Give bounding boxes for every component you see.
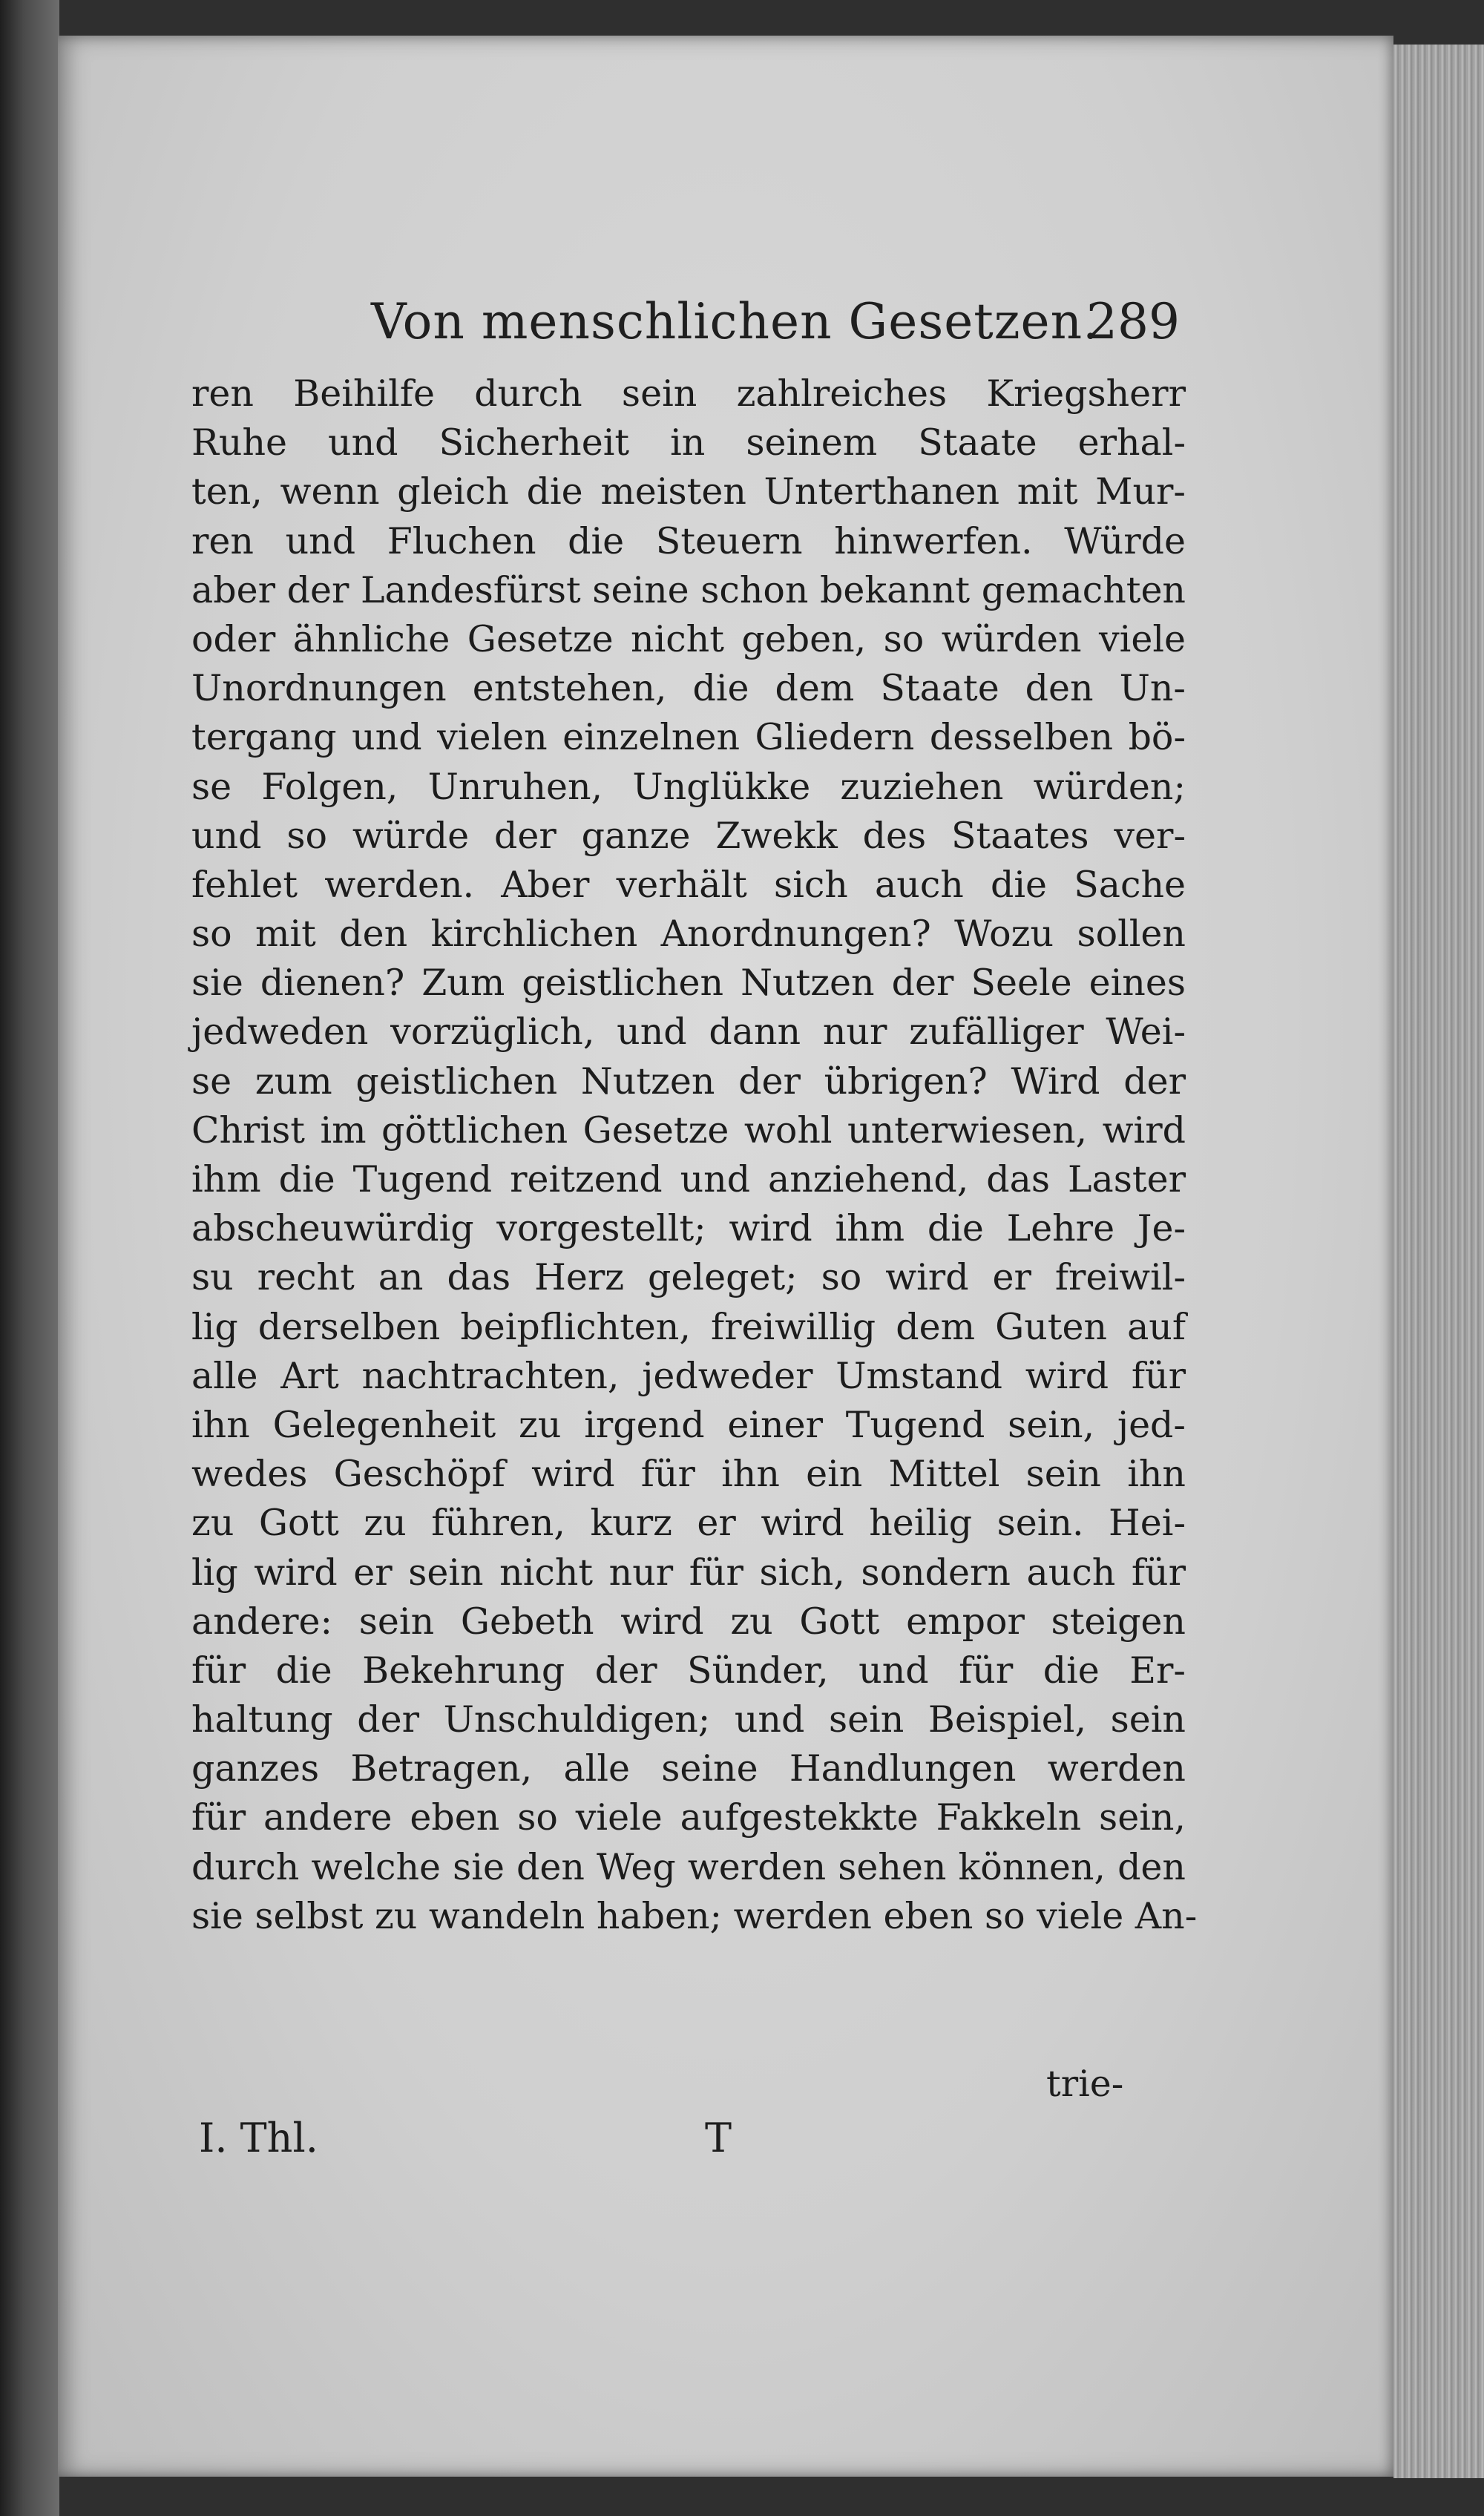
text-line: so mit den kirchlichen Anordnungen? Wozu sollen bbox=[191, 913, 1186, 956]
text-line: se Folgen, Unruhen, Unglükke zuziehen würden; bbox=[191, 765, 1186, 808]
text-line: se zum geistlichen Nutzen der übrigen? Wird der bbox=[191, 1060, 1186, 1103]
text-line: zu Gott zu führen, kurz er wird heilig sein. Hei- bbox=[191, 1502, 1186, 1545]
text-line: wedes Geschöpf wird für ihn ein Mittel sein ihn bbox=[191, 1453, 1186, 1496]
text-line: ren Beihilfe durch sein zahlreiches Kriegsherr bbox=[191, 372, 1186, 415]
text-line: jedweden vorzüglich, und dann nur zufälliger Wei- bbox=[191, 1011, 1186, 1054]
text-line: andere: sein Gebeth wird zu Gott empor steigen bbox=[191, 1600, 1186, 1643]
body-text bbox=[191, 369, 1198, 1941]
text-line: durch welche sie den Weg werden sehen können, den bbox=[191, 1845, 1186, 1888]
text-line: ganzes Betragen, alle seine Handlungen werden bbox=[191, 1747, 1186, 1790]
text-line: ren und Fluchen die Steuern hinwerfen. Würde bbox=[191, 519, 1186, 562]
running-head bbox=[371, 293, 1187, 360]
text-line: Unordnungen entstehen, die dem Staate den Un- bbox=[191, 667, 1186, 710]
text-line: für andere eben so viele aufgestekkte Fakkeln sein, bbox=[191, 1796, 1186, 1839]
sheet-signature-mark: T bbox=[705, 2115, 732, 2161]
volume-signature: I. Thl. bbox=[199, 2115, 318, 2161]
text-line: haltung der Unschuldigen; und sein Beispiel, sein bbox=[191, 1698, 1186, 1741]
text-line: tergang und vielen einzelnen Gliedern desselben bö- bbox=[191, 716, 1186, 759]
catchword: trie- bbox=[1046, 2063, 1124, 2105]
text-line: abscheuwürdig vorgestellt; wird ihm die Lehre Je- bbox=[191, 1207, 1186, 1250]
text-line: su recht an das Herz geleget; so wird er freiwil- bbox=[191, 1256, 1186, 1299]
text-line: ten, wenn gleich die meisten Unterthanen mit Mur- bbox=[191, 470, 1186, 513]
book-spine-shadow bbox=[0, 0, 59, 2516]
text-line: Ruhe und Sicherheit in seinem Staate erhal- bbox=[191, 421, 1186, 464]
text-line: aber der Landesfürst seine schon bekannt gemachten bbox=[191, 568, 1186, 611]
text-line: sie selbst zu wandeln haben; werden eben so viele An- bbox=[191, 1894, 1198, 1937]
text-line: sie dienen? Zum geistlichen Nutzen der Seele eines bbox=[191, 962, 1186, 1005]
text-line: ihm die Tugend reitzend und anziehend, das Laster bbox=[191, 1158, 1186, 1200]
page-stack-edge bbox=[1393, 45, 1484, 2478]
text-line: und so würde der ganze Zwekk des Staates ver- bbox=[191, 814, 1186, 857]
text-line: alle Art nachtrachten, jedweder Umstand wird für bbox=[191, 1354, 1186, 1397]
running-title: Von menschlichen Gesetzen. bbox=[371, 293, 1100, 350]
text-line: für die Bekehrung der Sünder, und für die Er- bbox=[191, 1649, 1186, 1692]
page-number: 289 bbox=[1086, 293, 1180, 350]
text-line: fehlet werden. Aber verhält sich auch die Sache bbox=[191, 863, 1186, 906]
text-line: oder ähnliche Gesetze nicht geben, so würden viele bbox=[191, 617, 1186, 660]
text-line: lig wird er sein nicht nur für sich, sondern auch für bbox=[191, 1551, 1186, 1594]
text-line: lig derselben beipflichten, freiwillig dem Guten auf bbox=[191, 1305, 1186, 1348]
text-line: ihn Gelegenheit zu irgend einer Tugend sein, jed- bbox=[191, 1403, 1186, 1446]
text-line: Christ im göttlichen Gesetze wohl unterwiesen, wird bbox=[191, 1108, 1186, 1152]
